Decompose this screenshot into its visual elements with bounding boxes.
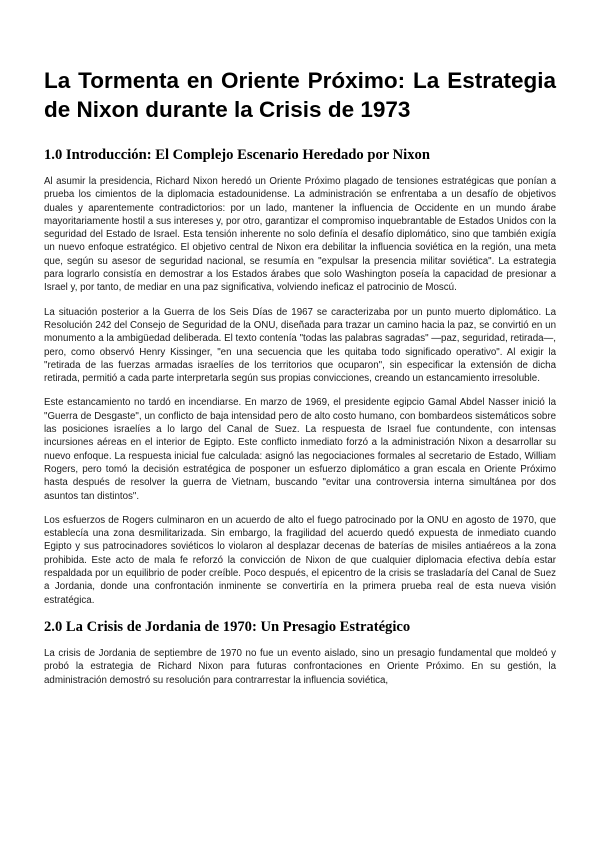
paragraph: Al asumir la presidencia, Richard Nixon heredó un Oriente Próximo plagado de tensiones estratégicas que ponían a prueba los cimientos de la diplomacia estadounidense. La administración se enfrentaba a un desafío de objetivos duales y aparentemente contradictorios: por un lado, mantener la influencia de Occidente en un mundo árabe mayoritariamente hostil a sus intereses y, por otro, garantizar el compromiso inquebrantable de Estados Unidos con la seguridad del Estado de Israel. Esta tensión inherente no solo definía el desafío diplomático, sino que también exigía un nuevo enfoque estratégico. El objetivo central de Nixon era debilitar la influencia soviética en la región, una meta que, según su asesor de seguridad nacional, se resumía en "expulsar la presencia militar soviética". La estrategia para lograrlo consistía en demostrar a los Estados árabes que solo Washington poseía la capacidad de presionar a Israel y, por tanto, de mediar en una paz significativa, volviendo ineficaz el patrocinio de Moscú.	[44, 176, 556, 294]
section-heading: 2.0 La Crisis de Jordania de 1970: Un Presagio Estratégico	[44, 618, 411, 635]
paragraph: Los esfuerzos de Rogers culminaron en un acuerdo de alto el fuego patrocinado por la ONU en agosto de 1970, que establecía una zona desmilitarizada. Sin embargo, la fragilidad del acuerdo quedó expuesta de inmediato cuando Egipto y sus patrocinadores soviéticos lo violaron al desplazar decenas de baterías de misiles antiaéreos a la zona prohibida. Este acto de mala fe reforzó la convicción de Nixon de que cualquier diplomacia efectiva debía estar respaldada por un equilibrio de poder creíble. Poco después, el epicentro de la crisis se trasladaría del Canal de Suez a Jordania, donde una confrontación inminente se convertiría en la primera prueba real de esta nueva visión estratégica.	[44, 514, 556, 606]
paragraph: Este estancamiento no tardó en incendiarse. En marzo de 1969, el presidente egipcio Gamal Abdel Nasser inició la "Guerra de Desgaste", un conflicto de baja intensidad pero de alto costo humano, con bombardeos sistemáticos sobre las posiciones israelíes a lo largo del Canal de Suez. La respuesta de Israel fue contundente, con intensas incursiones aéreas en el interior de Egipto. Este conflicto inmediato forzó a la administración Nixon a desarrollar su nuevo enfoque. La respuesta inicial fue calculada: asignó las negociaciones formales al secretario de Estado, William Rogers, pero tomó la decisión estratégica de posponer un esfuerzo diplomático a gran escala en Oriente Próximo hasta después de resolver la guerra de Vietnam, buscando "evitar una controversia interna simultánea por dos asuntos tan distintos".	[44, 397, 556, 502]
paragraph: La crisis de Jordania de septiembre de 1970 no fue un evento aislado, sino un presagio fundamental que moldeó y probó la estrategia de Richard Nixon para futuras confrontaciones en Oriente Próximo. En su gestión, la administración demostró su resolución para contrarrestar la influencia soviética,	[44, 647, 556, 686]
document-page	[44, 66, 556, 698]
section-introduction	[44, 146, 556, 607]
paragraph: La situación posterior a la Guerra de los Seis Días de 1967 se caracterizaba por un punto muerto diplomático. La Resolución 242 del Consejo de Seguridad de la ONU, diseñada para trazar un camino hacia la paz, se convirtió en un monumento a la ambigüedad deliberada. El texto contenía "todas las palabras sagradas" —paz, seguridad, retirada—, pero, como observó Henry Kissinger, "en una secuencia que les quitaba todo significado operativo". Al exigir la "retirada de las fuerzas armadas israelíes de los territorios que ocuparon", sin especificar la extensión de dicha retirada, permitió a cada parte interpretarla según sus propias convicciones, creando un estancamiento irresoluble.	[44, 306, 556, 385]
document-title: La Tormenta en Oriente Próximo: La Estrategia de Nixon durante la Crisis de 1973	[44, 68, 556, 122]
section-jordan-crisis	[44, 618, 556, 687]
section-heading: 1.0 Introducción: El Complejo Escenario Heredado por Nixon	[44, 147, 430, 163]
